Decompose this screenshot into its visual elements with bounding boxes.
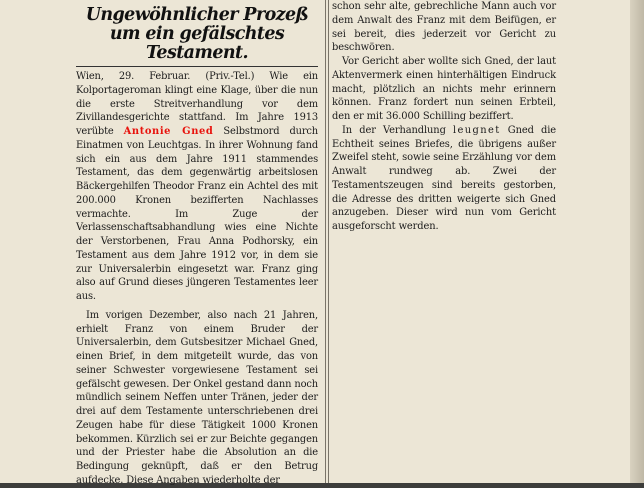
column-divider: [325, 0, 329, 483]
article-column-left: [76, 5, 319, 486]
highlighted-name: Antonie Gned: [123, 126, 214, 137]
headline-divider: [76, 66, 318, 67]
article-paragraph-5: [332, 124, 556, 234]
article-paragraph-2: Im vorigen Dezember, also nach 21 Jahren, erhielt Franz von einem Bruder der Universalerbin, dem Gutsbesitzer Michael Gned, einen Brief, in dem mitgeteilt wurde, das von seiner Schwester vorgewiesene Testament sei gefälscht gewesen. Der Onkel gestand dann noch mündlich seinem Neffen unter Tränen, jeder der drei auf dem Testamente unterschriebenen drei Zeugen habe für diese Tätigkeit 1000 Kronen bekommen. Kürzlich sei er zur Beichte gegangen und der Priester habe die Absolution an die Bedingung geknüpft, daß er den Betrug aufdecke. Diese Angaben wiederholte der: [76, 309, 318, 486]
paragraph-1-text-b: Selbstmord durch Einatmen von Leuchtgas. In ihrer Wohnung fand sich ein aus dem Jahre 1911 stammendes Testament, das dem gegenwärtig arbeitslosen Bäckergehilfen Theodor Franz ein Achtel des mit 200.000 Kronen bezifferten Nachlasses vermachte. Im Zuge der Verlassenschaftsabhandlung wies eine Nichte der Verstorbenen, Frau Anna Podhorsky, ein Testament aus dem Jahre 1912 vor, in dem sie zur Universalerbin eingesetzt war. Franz ging also auf Grund dieses jüngeren Testamentes leer aus.: [76, 126, 319, 302]
article-column-right: [332, 0, 556, 483]
article-headline: Ungewöhnlicher Prozeß um ein gefälschtes Testament.: [85, 5, 309, 63]
article-paragraph-4: Vor Gericht aber wollte sich Gned, der laut Aktenvermerk einen hinterhältigen Eindruck macht, plötzlich an nichts mehr erinnern können. Franz fordert nun seinen Erbteil, den er mit 36.000 Schilling beziffert.: [332, 56, 556, 122]
paragraph-5-emphasis: leugnet: [452, 124, 501, 136]
article-paragraph-3: schon sehr alte, gebrechliche Mann auch vor dem Anwalt des Franz mit dem Beifügen, er sei bereit, dies jederzeit vor Gericht zu beschwören.: [332, 1, 556, 54]
article-paragraph-1: [76, 70, 318, 304]
paragraph-5-text-a: In der Verhandlung: [342, 124, 453, 136]
page-edge: [630, 0, 644, 483]
paragraph-5-text-b: Gned die Echtheit seines Briefes, die übrigens außer Zweifel steht, sowie seine Erzählung vor dem Anwalt rundweg ab. Zwei der Testamentszeugen sind bereits gestorben, die Adresse des dritten weigerte sich Gned anzugeben. Dieser wird nun vom Gericht ausgeforscht werden.: [332, 124, 556, 232]
paragraph-1-text-a: Wien, 29. Februar. (Priv.-Tel.) Wie ein Kolportageroman klingt eine Klage, über die nun die erste Streitverhandlung vor dem Zivillandesgerichte stattfand. Im Jahre 1913 verübte: [76, 71, 318, 137]
